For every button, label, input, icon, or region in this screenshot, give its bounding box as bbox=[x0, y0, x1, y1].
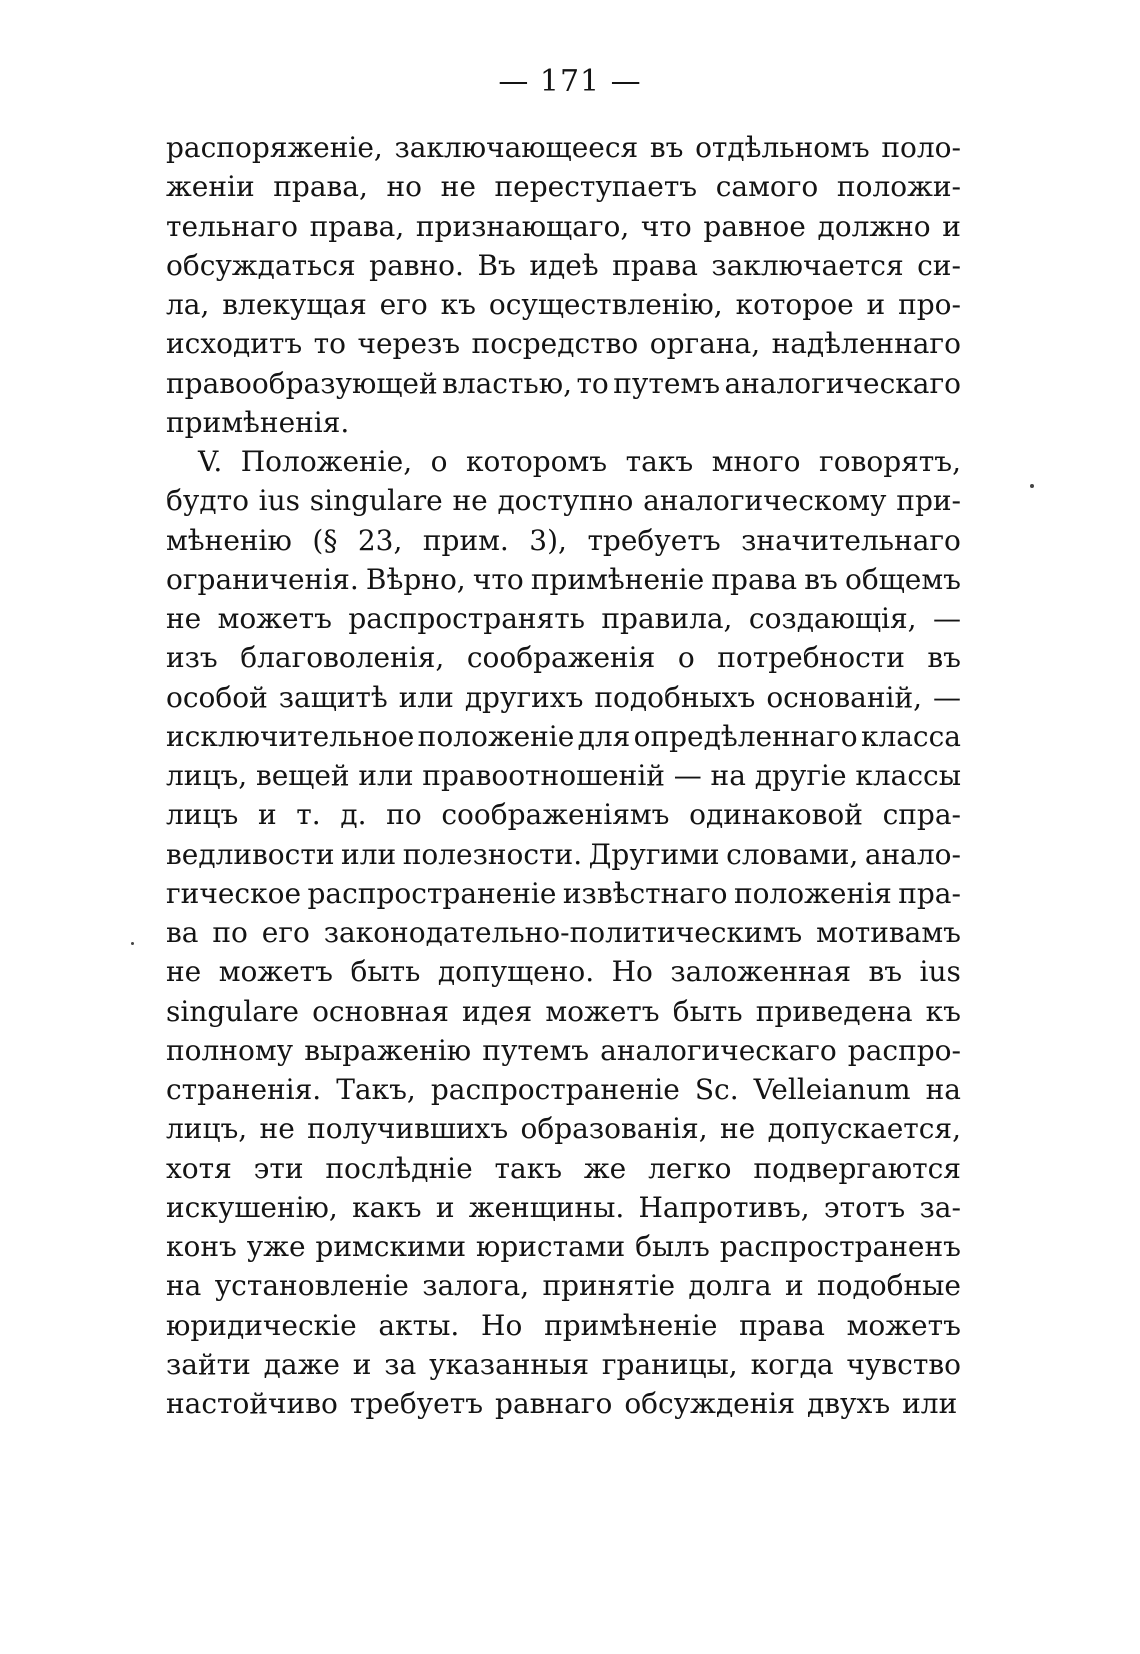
text-line: будто ius singulare не доступно аналогическому при- bbox=[166, 484, 961, 518]
text-line: ограниченія. Вѣрно, что примѣненіе права въ общемъ bbox=[166, 562, 961, 596]
text-line: не можетъ быть допущено. Но заложенная въ ius bbox=[166, 955, 961, 989]
text-line: мѣненію (§ 23, прим. 3), требуетъ значительнаго bbox=[166, 523, 961, 557]
text-line: хотя эти послѣдніе такъ же легко подвергаются bbox=[166, 1151, 961, 1185]
text-line: V. Положеніе, о которомъ такъ много говорятъ, bbox=[198, 445, 961, 478]
text-line: правообразующей властью, то путемъ аналогическаго bbox=[166, 366, 961, 400]
text-line: конъ уже римскими юристами былъ распространенъ bbox=[166, 1230, 961, 1263]
text-line: исключительное положеніе для опредѣленнаго класса bbox=[166, 719, 961, 753]
text-line: ведливости или полезности. Другими словами, анало- bbox=[166, 837, 961, 871]
text-line: зайти даже и за указанныя границы, когда чувство bbox=[166, 1347, 961, 1381]
text-line: полному выраженію путемъ аналогическаго распро- bbox=[166, 1033, 961, 1067]
text-line: ла, влекущая его къ осуществленію, которое и про- bbox=[166, 288, 961, 321]
body-text bbox=[166, 128, 961, 1423]
scan-speck bbox=[131, 942, 134, 945]
text-line: распоряженіе, заключающееся въ отдѣльномъ поло- bbox=[166, 131, 961, 164]
text-line: примѣненія. bbox=[166, 405, 350, 439]
text-line: женіи права, но не переступаетъ самого положи- bbox=[166, 170, 961, 204]
text-line: исходитъ то черезъ посредство органа, надѣленнаго bbox=[166, 327, 961, 361]
text-line: лицъ и т. д. по соображеніямъ одинаковой спра- bbox=[166, 798, 961, 832]
scan-speck bbox=[1030, 484, 1034, 488]
text-line: тельнаго права, признающаго, что равное должно и bbox=[166, 209, 961, 243]
text-line: страненія. Такъ, распространеніе Sc. Velleianum на bbox=[166, 1073, 961, 1106]
text-line: ва по его законодательно-политическимъ мотивамъ bbox=[166, 916, 961, 949]
text-line: на установленіе залога, принятіе долга и подобные bbox=[166, 1269, 961, 1303]
text-line: не можетъ распространять правила, создающія, — bbox=[166, 602, 961, 635]
text-line: лицъ, не получившихъ образованія, не допускается, bbox=[166, 1112, 961, 1146]
text-line: лицъ, вещей или правоотношеній — на другіе классы bbox=[166, 759, 961, 792]
page-number: — 171 — bbox=[498, 64, 642, 99]
text-line: юридическіе акты. Но примѣненіе права можетъ bbox=[166, 1308, 961, 1342]
text-line: искушенію, какъ и женщины. Напротивъ, этотъ за- bbox=[166, 1190, 961, 1224]
text-line: изъ благоволенія, соображенія о потребности въ bbox=[166, 641, 961, 675]
text-line: гическое распространеніе извѣстнаго положенія пра- bbox=[166, 876, 961, 910]
text-line: особой защитѣ или другихъ подобныхъ основаній, — bbox=[166, 680, 961, 714]
text-line: singulare основная идея можетъ быть приведена къ bbox=[166, 994, 961, 1028]
text-line: обсуждаться равно. Въ идеѣ права заключается си- bbox=[166, 248, 961, 282]
text-line: настойчиво требуетъ равнаго обсужденія двухъ или bbox=[166, 1387, 958, 1420]
